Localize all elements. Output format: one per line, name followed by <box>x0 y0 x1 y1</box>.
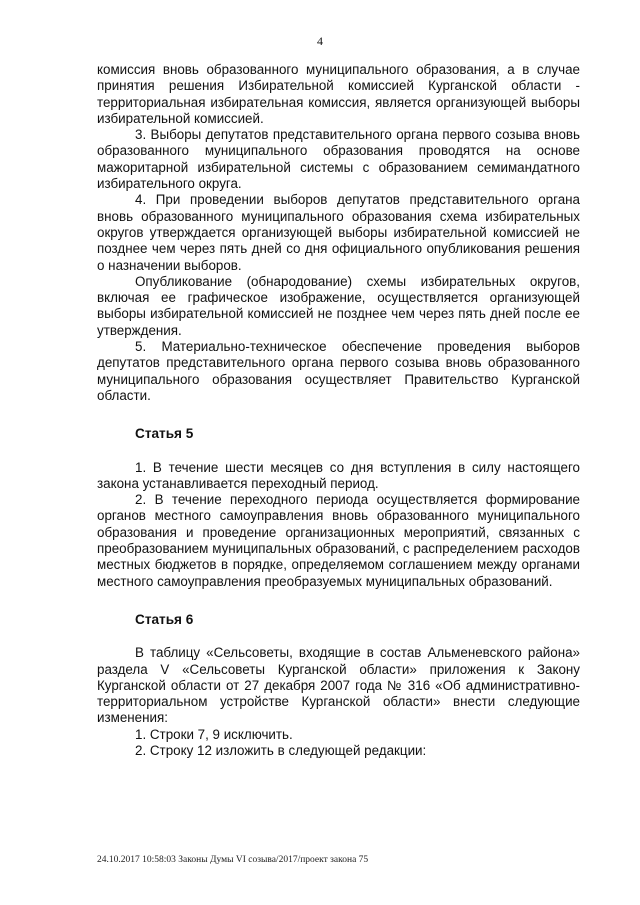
article-6-heading: Статья 6 <box>135 611 194 627</box>
paragraph-4-districts: 4. При проведении выборов депутатов представительного органа вновь образованного муниципального образования схема избирательных округов утверждается организующей выборы избирательной комиссией не позднее чем через пять дней со дня официального опубликования решения о назначении выборов. <box>97 192 580 273</box>
document-body <box>97 62 580 759</box>
article-5-heading: Статья 5 <box>135 426 194 442</box>
paragraph-commission: комиссия вновь образованного муниципального образования, а в случае принятия решения Избирательной комиссией Курганской области - территориальная избирательная комиссия, является организующей выборы избирательной комиссией. <box>97 62 580 126</box>
paragraph-3-elections: 3. Выборы депутатов представительного органа первого созыва вновь образованного муниципального образования проводятся на основе мажоритарной избирательной системы с образованием семимандатного избирательного округа. <box>97 127 580 192</box>
paragraph-transition-period: 1. В течение шести месяцев со дня вступления в силу настоящего закона устанавливается переходный период. <box>97 459 580 491</box>
paragraph-5-support: 5. Материально-техническое обеспечение проведения выборов депутатов представительного органа первого созыва вновь образованного муниципального образования осуществляет Правительство Курганской области. <box>97 339 580 403</box>
paragraph-publication: Опубликование (обнародование) схемы избирательных округов, включая ее графическое изображение, осуществляется организующей выборы избирательной комиссией не позднее чем через пять дней после ее утверждения. <box>97 273 580 338</box>
paragraph-table-amendment: В таблицу «Сельсоветы, входящие в состав Альменевского района» раздела V «Сельсоветы Курганской области» приложения к Закону Курганской области от 27 декабря 2007 года № 316 «Об административно-территориальном устройстве Курганской области» внести следующие изменения: <box>97 645 580 726</box>
page-number: 4 <box>317 34 323 48</box>
paragraph-rows-delete: 1. Строки 7, 9 исключить. <box>135 726 293 742</box>
footer-stamp: 24.10.2017 10:58:03 Законы Думы VI созыва/2017/проект закона 75 <box>97 855 369 865</box>
paragraph-transition-measures: 2. В течение переходного периода осуществляется формирование органов местного самоуправления вновь образованного муниципального образования и проведение организационных мероприятий, связанных с преобразованием муниципальных образований, с распределением расходов местных бюджетов в порядке, определяемом соглашением между органами местного самоуправления преобразуемых муниципальных образований. <box>97 492 580 589</box>
paragraph-row-12: 2. Строку 12 изложить в следующей редакции: <box>135 742 427 758</box>
